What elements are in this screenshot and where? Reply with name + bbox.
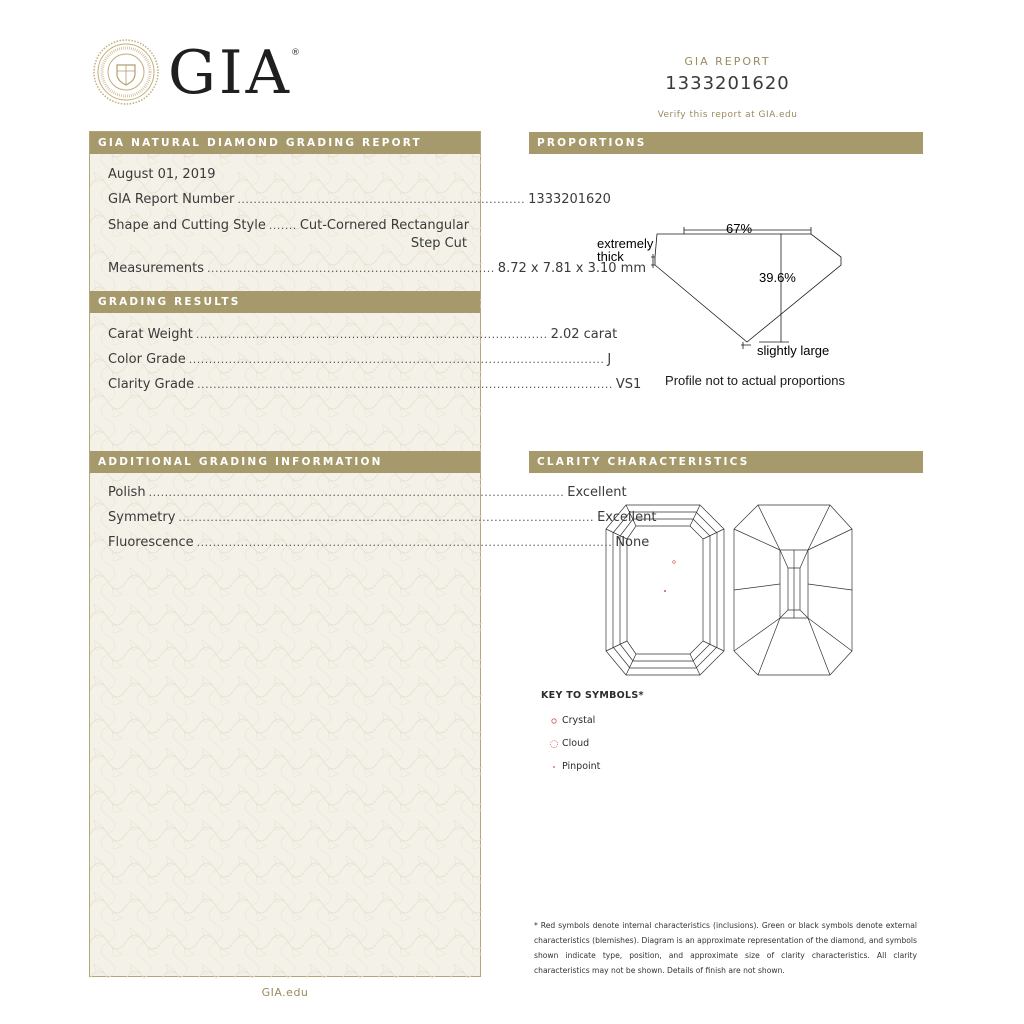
table-percentage: 67% <box>725 221 753 236</box>
symmetry-row <box>108 510 657 526</box>
fluorescence-row <box>108 535 650 551</box>
gia-logo-text: GIA <box>168 38 292 108</box>
section-header-grading: GRADING RESULTS <box>90 291 480 313</box>
girdle-label-line1: extremely <box>597 236 654 251</box>
leader-dots: ........................................................................................................ <box>178 511 595 524</box>
leader-dots: ........................................................................................ <box>195 328 548 341</box>
key-title: KEY TO SYMBOLS* <box>541 690 644 701</box>
report-number-header: 1333201620 <box>665 73 790 94</box>
key-item-cloud <box>548 738 589 749</box>
clarity-label: Clarity Grade <box>108 377 195 392</box>
shape-row <box>108 218 470 234</box>
culet-label: slightly large <box>757 343 830 358</box>
report-number-row <box>108 192 611 208</box>
leader-dots: ........................................................................................................ <box>196 536 613 549</box>
polish-value: Excellent <box>567 485 627 500</box>
proportions-diagram <box>589 212 859 362</box>
report-number-value: 1333201620 <box>528 192 611 207</box>
leader-dots: ........................................................................................................ <box>148 486 565 499</box>
depth-percentage: 39.6% <box>759 270 796 285</box>
pinpoint-icon <box>548 764 560 770</box>
carat-label: Carat Weight <box>108 327 193 342</box>
leader-dots: ........................................................................ <box>237 193 526 206</box>
section-header-clarity: CLARITY CHARACTERISTICS <box>529 451 923 473</box>
cloud-icon <box>548 739 560 749</box>
symmetry-label: Symmetry <box>108 510 176 525</box>
leader-dots: ........................................................................................................ <box>188 353 605 366</box>
report-label: GIA REPORT <box>684 55 771 68</box>
clarity-row <box>108 377 642 393</box>
section-header-additional: ADDITIONAL GRADING INFORMATION <box>90 451 480 473</box>
section-header-report: GIA NATURAL DIAMOND GRADING REPORT <box>90 132 480 154</box>
key-crystal-label: Crystal <box>562 715 596 726</box>
clarity-plot-diagram <box>600 500 860 680</box>
fluorescence-value: None <box>615 535 650 550</box>
shape-label: Shape and Cutting Style <box>108 218 266 233</box>
symmetry-value: Excellent <box>597 510 657 525</box>
pinpoint-symbol <box>664 590 666 592</box>
shape-value-line2: Step Cut <box>410 236 467 251</box>
key-pinpoint-label: Pinpoint <box>562 761 601 772</box>
key-item-pinpoint <box>548 761 600 772</box>
color-row <box>108 352 612 368</box>
carat-value: 2.02 carat <box>550 327 618 342</box>
polish-row <box>108 485 627 501</box>
report-number-label: GIA Report Number <box>108 192 235 207</box>
disclaimer-text: * Red symbols denote internal characteristics (inclusions). Green or black symbols denote external characteristics (blemishes). Diagram is an approximate representation of the diamond, and symbols shown indicate type, position, and approximate size of clarity characteristics. All clarity characteristics may not be shown. Details of finish are not shown. <box>534 921 917 975</box>
verify-link[interactable]: Verify this report at GIA.edu <box>657 110 798 120</box>
key-item-crystal <box>548 715 595 726</box>
color-label: Color Grade <box>108 352 186 367</box>
leader-dots: ....... <box>268 219 297 232</box>
clarity-value: VS1 <box>615 377 642 392</box>
measurements-row <box>108 261 647 277</box>
report-panel <box>89 131 481 977</box>
fluorescence-label: Fluorescence <box>108 535 194 550</box>
measurements-label: Measurements <box>108 261 205 276</box>
polish-label: Polish <box>108 485 146 500</box>
measurements-value: 8.72 x 7.81 x 3.10 mm <box>497 261 647 276</box>
leader-dots: ........................................................................................................ <box>197 378 613 391</box>
carat-row <box>108 327 618 343</box>
shape-value-line1: Cut-Cornered Rectangular <box>299 218 470 233</box>
crystal-icon <box>548 717 560 725</box>
crystal-symbol <box>673 561 676 564</box>
registered-mark: ® <box>291 48 300 58</box>
report-date: August 01, 2019 <box>108 167 216 182</box>
leader-dots: ........................................................................ <box>207 262 495 275</box>
key-cloud-label: Cloud <box>562 738 590 749</box>
footer-gia-edu[interactable]: GIA.edu <box>261 986 309 999</box>
color-value: J <box>607 352 612 367</box>
profile-note: Profile not to actual proportions <box>665 373 845 388</box>
gia-seal-logo <box>92 38 160 106</box>
background-pattern <box>90 132 480 976</box>
section-header-proportions: PROPORTIONS <box>529 132 923 154</box>
girdle-label-line2: thick <box>597 249 624 264</box>
